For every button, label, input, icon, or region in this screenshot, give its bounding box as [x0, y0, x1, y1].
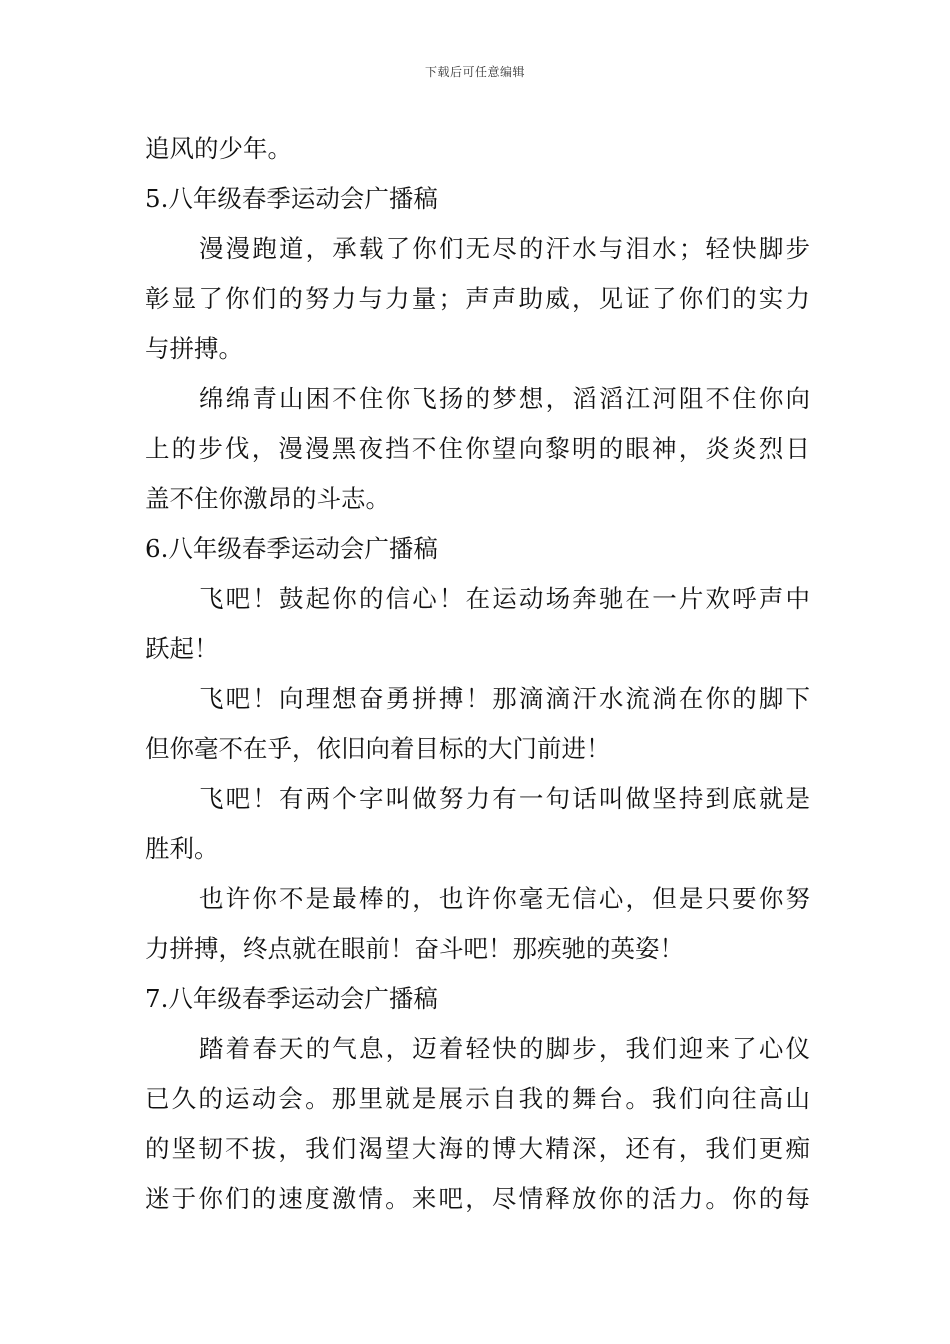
page-header: 下载后可任意编辑 [424, 65, 525, 79]
text-line: 与拼搏。 [145, 334, 243, 363]
section-heading: 7.八年级春季运动会广播稿 [145, 984, 438, 1013]
section-heading: 6.八年级春季运动会广播稿 [145, 534, 438, 563]
text-line: 迷于你们的速度激情。来吧，尽情释放你的活力。你的每 [145, 1184, 810, 1213]
text-line: 漫漫跑道，承载了你们无尽的汗水与泪水；轻快脚步 [199, 234, 810, 263]
text-line: 盖不住你激昂的斗志。 [145, 484, 390, 513]
text-line: 飞吧！鼓起你的信心！在运动场奔驰在一片欢呼声中 [199, 584, 810, 613]
text-line: 上的步伐，漫漫黑夜挡不住你望向黎明的眼神，炎炎烈日 [145, 434, 810, 463]
text-line: 追风的少年。 [145, 134, 292, 163]
text-line: 飞吧！向理想奋勇拼搏！那滴滴汗水流淌在你的脚下 [199, 684, 810, 713]
text-line: 也许你不是最棒的，也许你毫无信心，但是只要你努 [199, 884, 810, 913]
text-line: 的坚韧不拔，我们渴望大海的博大精深，还有，我们更痴 [145, 1134, 810, 1163]
text-line: 跃起！ [145, 634, 219, 663]
text-line: 飞吧！有两个字叫做努力有一句话叫做坚持到底就是 [199, 784, 810, 813]
text-line: 踏着春天的气息，迈着轻快的脚步，我们迎来了心仪 [199, 1034, 810, 1063]
text-line: 胜利。 [145, 834, 219, 863]
text-line: 彰显了你们的努力与力量；声声助威，见证了你们的实力 [145, 284, 810, 313]
section-heading: 5.八年级春季运动会广播稿 [145, 184, 438, 213]
text-line: 力拼搏，终点就在眼前！奋斗吧！那疾驰的英姿！ [145, 934, 684, 963]
text-line: 已久的运动会。那里就是展示自我的舞台。我们向往高山 [145, 1084, 810, 1113]
text-line: 绵绵青山困不住你飞扬的梦想，滔滔江河阻不住你向 [199, 384, 810, 413]
document-body [145, 124, 810, 1224]
text-line: 但你毫不在乎，依旧向着目标的大门前进！ [145, 734, 611, 763]
